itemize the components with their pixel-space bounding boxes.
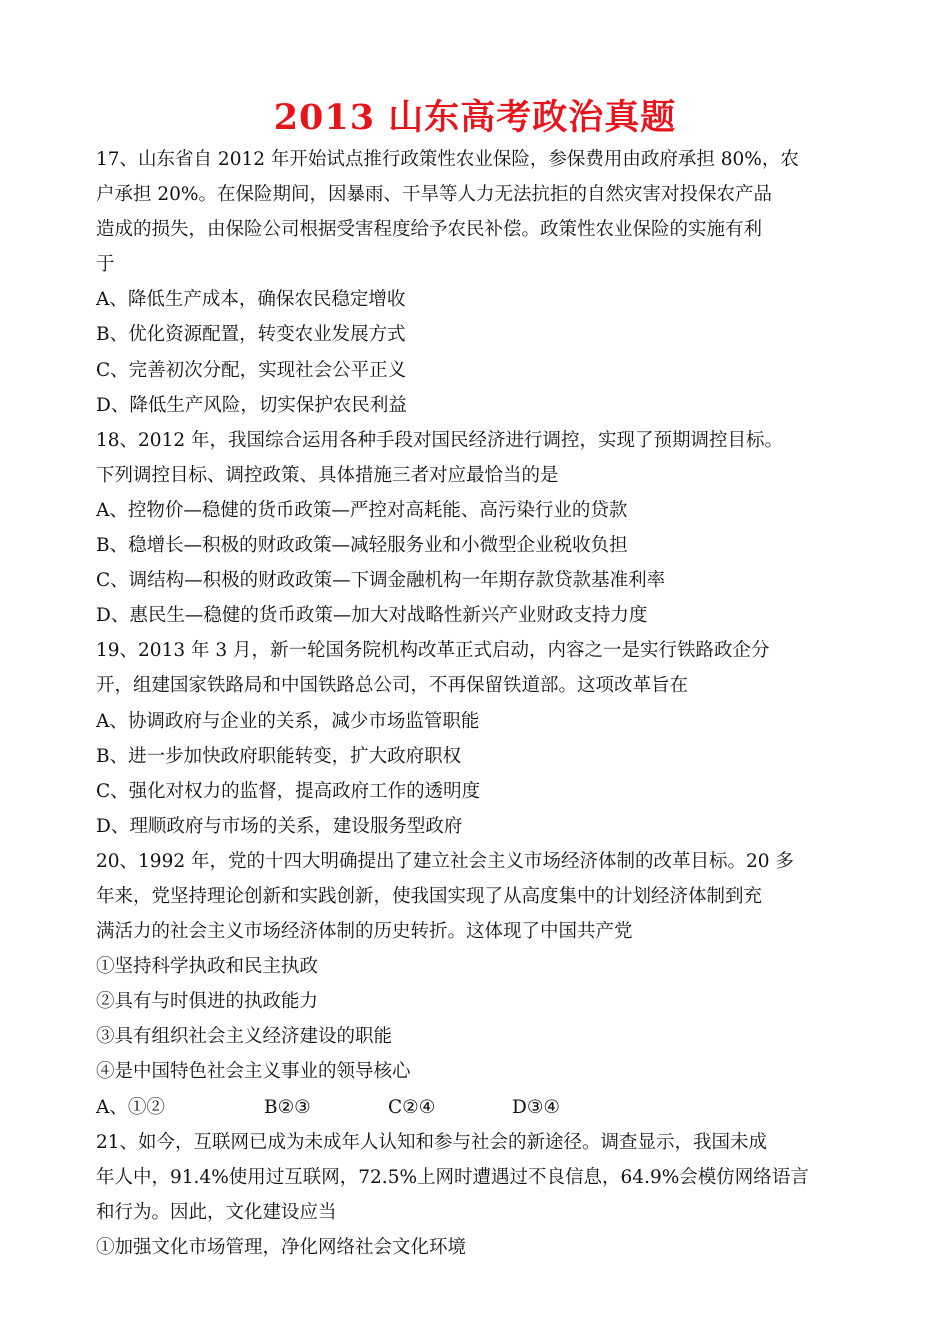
question-stem-line: 和行为。因此，文化建设应当 — [96, 1201, 337, 1223]
statement-1: ①坚持科学执政和民主执政 — [96, 956, 319, 978]
answer-option-c: C、调结构—积极的财政政策—下调金融机构一年期存款贷款基准利率 — [96, 570, 666, 592]
question-stem-line: 造成的损失，由保险公司根据受害程度给予农民补偿。政策性农业保险的实施有利 — [96, 219, 763, 241]
question-stem-line: 21、如今，互联网已成为未成年人认知和参与社会的新途径。调查显示，我国未成 — [96, 1131, 768, 1153]
answer-option-c: C、强化对权力的监督，提高政府工作的透明度 — [96, 780, 481, 802]
statement-2: ②具有与时俱进的执政能力 — [96, 991, 319, 1013]
statement-4: ④是中国特色社会主义事业的领导核心 — [96, 1061, 411, 1083]
answer-option-c: C、完善初次分配，实现社会公平正义 — [96, 359, 407, 381]
answer-option-c: C②④ — [388, 1096, 436, 1118]
statement-1: ①加强文化市场管理，净化网络社会文化环境 — [96, 1236, 467, 1258]
page-title: 2013 山东高考政治真题 — [273, 97, 677, 138]
question-stem-line: 17、山东省自 2012 年开始试点推行政策性农业保险，参保费用由政府承担 80%，农 — [96, 149, 799, 170]
question-stem-line: 户承担 20%。在保险期间，因暴雨、干旱等人力无法抗拒的自然灾害对投保农产品 — [96, 184, 773, 206]
question-stem-line: 18、2012 年，我国综合运用各种手段对国民经济进行调控，实现了预期调控目标。 — [96, 429, 784, 451]
answer-option-d: D③④ — [512, 1096, 561, 1118]
question-19 — [96, 633, 862, 844]
question-20 — [96, 844, 862, 1125]
combined-options-row — [96, 1090, 862, 1125]
statement-3: ③具有组织社会主义经济建设的职能 — [96, 1026, 393, 1048]
answer-option-a: A、①② — [96, 1096, 165, 1118]
question-stem-line: 开，组建国家铁路局和中国铁路总公司，不再保留铁道部。这项改革旨在 — [96, 675, 689, 697]
answer-option-d: D、理顺政府与市场的关系，建设服务型政府 — [96, 815, 463, 837]
question-stem-line: 年人中，91.4%使用过互联网，72.5%上网时遭遇过不良信息，64.9%会模仿网络语言 — [96, 1166, 809, 1188]
question-18 — [96, 423, 862, 634]
answer-option-a: A、协调政府与企业的关系，减少市场监管职能 — [96, 710, 480, 732]
question-stem-line: 20、1992 年，党的十四大明确提出了建立社会主义市场经济体制的改革目标。20 多 — [96, 850, 794, 872]
question-stem-line: 满活力的社会主义市场经济体制的历史转折。这体现了中国共产党 — [96, 921, 633, 943]
question-21 — [96, 1125, 862, 1265]
answer-option-d: D、惠民生—稳健的货币政策—加大对战略性新兴产业财政支持力度 — [96, 605, 648, 627]
answer-option-a: A、降低生产成本，确保农民稳定增收 — [96, 289, 406, 311]
question-stem-line: 于 — [96, 254, 115, 276]
answer-option-b: B、稳增长—积极的财政政策—减轻服务业和小微型企业税收负担 — [96, 535, 628, 557]
question-stem-line: 下列调控目标、调控政策、具体措施三者对应最恰当的是 — [96, 464, 559, 486]
question-17 — [96, 142, 862, 423]
question-stem-line: 年来，党坚持理论创新和实践创新，使我国实现了从高度集中的计划经济体制到充 — [96, 885, 763, 907]
answer-option-d: D、降低生产风险，切实保护农民利益 — [96, 394, 407, 416]
answer-option-b: B、进一步加快政府职能转变，扩大政府职权 — [96, 745, 462, 767]
answer-option-b: B、优化资源配置，转变农业发展方式 — [96, 324, 406, 346]
answer-option-b: B②③ — [264, 1096, 311, 1118]
answer-option-a: A、控物价—稳健的货币政策—严控对高耗能、高污染行业的贷款 — [96, 499, 628, 521]
exam-content — [96, 142, 862, 1265]
question-stem-line: 19、2013 年 3 月，新一轮国务院机构改革正式启动，内容之一是实行铁路政企分 — [96, 640, 770, 662]
